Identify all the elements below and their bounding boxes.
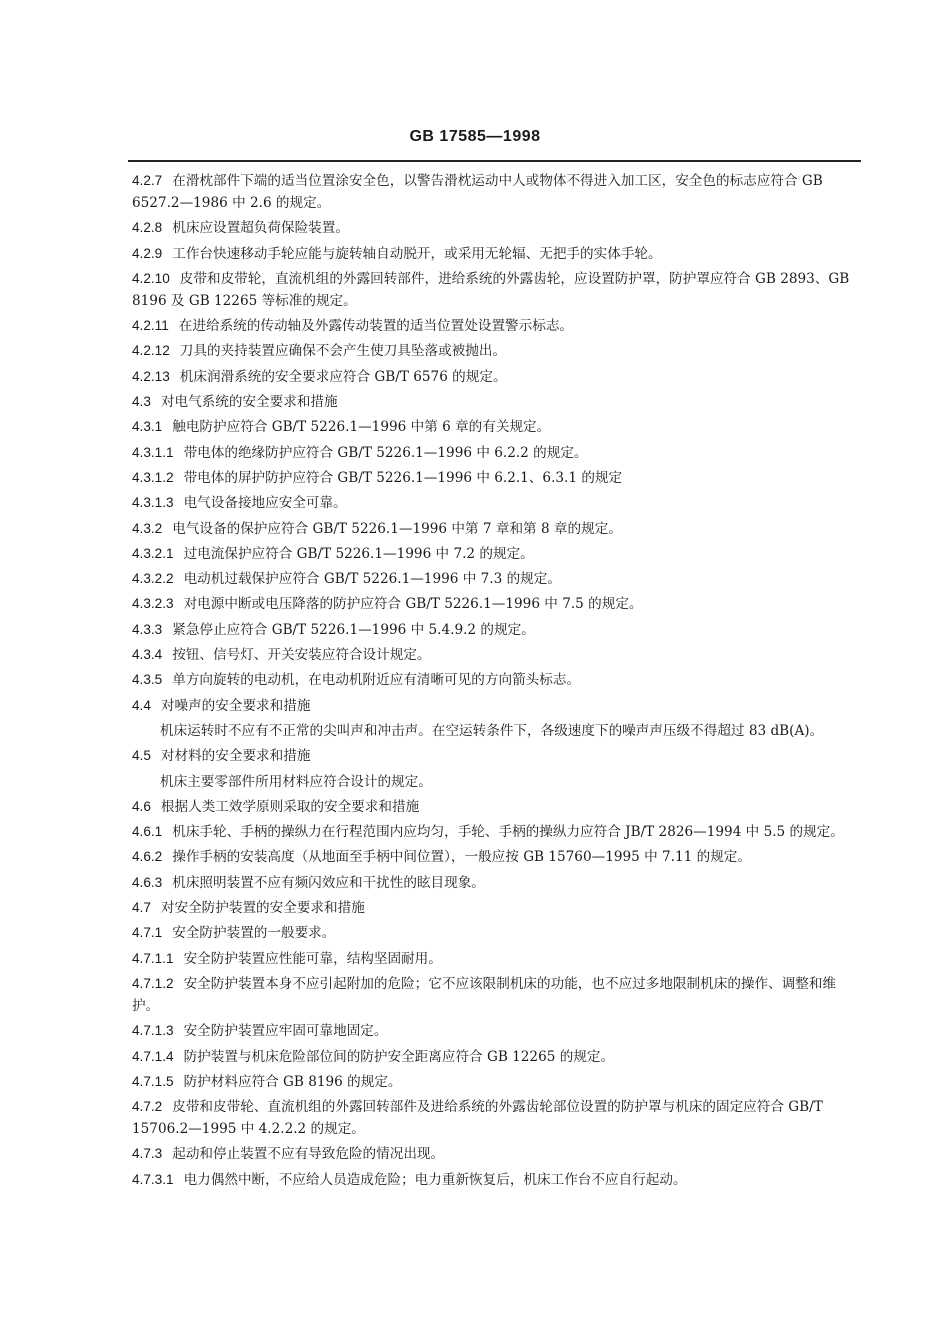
clause-paragraph — [132, 695, 862, 717]
clause-text: 对噪声的安全要求和措施 — [160, 697, 311, 714]
standard-header: GB 17585—1998 — [409, 128, 541, 145]
clause-text: 起动和停止装置不应有导致危险的情况出现。 — [172, 1146, 445, 1163]
clause-paragraph — [132, 846, 862, 868]
clause-paragraph — [132, 619, 862, 641]
clause-paragraph — [132, 771, 862, 793]
clause-text: 机床照明装置不应有频闪效应和干扰性的眩目现象。 — [172, 874, 485, 891]
clause-number: 4.7.1.4 — [132, 1048, 174, 1064]
clause-number: 4.7.1.2 — [132, 975, 174, 991]
clause-number: 4.5 — [132, 748, 151, 764]
clause-text: 机床主要零部件所用材料应符合设计的规定。 — [160, 773, 432, 790]
clause-paragraph — [132, 442, 862, 464]
clause-paragraph — [132, 1071, 862, 1093]
clause-text: 紧急停止应符合 GB/T 5226.1—1996 中 5.4.9.2 的规定。 — [172, 621, 535, 638]
clause-paragraph — [132, 644, 862, 666]
clause-text: 电气设备接地应安全可靠。 — [183, 495, 347, 512]
clause-text: 单方向旋转的电动机，在电动机附近应有清晰可见的方向箭头标志。 — [172, 672, 581, 689]
clause-paragraph — [132, 268, 862, 312]
clause-text: 过电流保护应符合 GB/T 5226.1—1996 中 7.2 的规定。 — [183, 545, 534, 562]
clause-paragraph — [132, 593, 862, 615]
clause-text: 机床应设置超负荷保险装置。 — [172, 220, 349, 237]
clause-text: 机床润滑系统的安全要求应符合 GB/T 6576 的规定。 — [179, 368, 507, 385]
clause-number: 4.3.4 — [132, 647, 163, 663]
clause-paragraph — [132, 1046, 862, 1068]
clause-number: 4.3.2.3 — [132, 596, 174, 612]
clause-number: 4.7.1.5 — [132, 1073, 174, 1089]
clause-number: 4.2.11 — [132, 318, 169, 334]
clause-paragraph — [132, 568, 862, 590]
clause-number: 4.3.2.1 — [132, 545, 174, 561]
clause-paragraph — [132, 467, 862, 489]
clause-number: 4.3.1.2 — [132, 469, 174, 485]
clause-paragraph — [132, 340, 862, 362]
clause-list — [132, 170, 862, 1194]
clause-text: 电气设备的保护应符合 GB/T 5226.1—1996 中第 7 章和第 8 章的规定。 — [172, 520, 622, 537]
clause-number: 4.3.2.2 — [132, 571, 174, 587]
clause-text: 防护材料应符合 GB 8196 的规定。 — [183, 1073, 402, 1090]
clause-text: 刀具的夹持装置应确保不会产生使刀具坠落或被抛出。 — [179, 343, 507, 360]
clause-number: 4.3 — [132, 394, 151, 410]
clause-text: 安全防护装置的一般要求。 — [172, 925, 336, 942]
clause-number: 4.2.12 — [132, 343, 170, 359]
clause-paragraph — [132, 315, 862, 337]
clause-text: 安全防护装置本身不应引起附加的危险；它不应该限制机床的功能，也不应过多地限制机床的操作、调整和维护。 — [132, 975, 837, 1014]
clause-number: 4.2.13 — [132, 368, 170, 384]
clause-text: 对电源中断或电压降落的防护应符合 GB/T 5226.1—1996 中 7.5 的规定。 — [183, 596, 643, 613]
clause-text: 皮带和皮带轮，直流机组的外露回转部件，进给系统的外露齿轮，应设置防护罩，防护罩应符合 GB 2893、GB 8196 及 GB 12265 等标准的规定。 — [132, 270, 850, 309]
clause-paragraph — [132, 1143, 862, 1165]
clause-paragraph — [132, 720, 862, 742]
clause-number: 4.3.3 — [132, 621, 163, 637]
clause-number: 4.6.2 — [132, 849, 163, 865]
clause-paragraph — [132, 872, 862, 894]
clause-paragraph — [132, 948, 862, 970]
clause-paragraph — [132, 170, 862, 214]
clause-text: 安全防护装置应性能可靠，结构坚固耐用。 — [183, 950, 442, 967]
clause-paragraph — [132, 745, 862, 767]
clause-text: 操作手柄的安装高度（从地面至手柄中间位置），一般应按 GB 15760—1995 中 7.11 的规定。 — [172, 849, 751, 866]
clause-number: 4.7.1.1 — [132, 950, 174, 966]
clause-paragraph — [132, 518, 862, 540]
clause-paragraph — [132, 796, 862, 818]
clause-text: 在进给系统的传动轴及外露传动装置的适当位置处设置警示标志。 — [178, 318, 574, 335]
clause-number: 4.7.1.3 — [132, 1023, 174, 1039]
clause-paragraph — [132, 1096, 862, 1140]
clause-paragraph — [132, 1169, 862, 1191]
clause-paragraph — [132, 416, 862, 438]
clause-paragraph — [132, 391, 862, 413]
clause-number: 4.7 — [132, 900, 151, 916]
clause-text: 机床手轮、手柄的操纵力在行程范围内应均匀，手轮、手柄的操纵力应符合 JB/T 2826—1994 中 5.5 的规定。 — [172, 824, 844, 841]
clause-paragraph — [132, 922, 862, 944]
header-rule — [128, 160, 861, 162]
clause-paragraph — [132, 973, 862, 1017]
clause-text: 防护装置与机床危险部位间的防护安全距离应符合 GB 12265 的规定。 — [183, 1048, 615, 1065]
clause-text: 电力偶然中断，不应给人员造成危险；电力重新恢复后，机床工作台不应自行起动。 — [183, 1171, 687, 1188]
clause-text: 对安全防护装置的安全要求和措施 — [160, 900, 365, 917]
clause-number: 4.4 — [132, 697, 151, 713]
clause-text: 带电体的绝缘防护应符合 GB/T 5226.1—1996 中 6.2.2 的规定。 — [183, 444, 588, 461]
clause-number: 4.2.10 — [132, 270, 170, 286]
clause-number: 4.3.1 — [132, 419, 163, 435]
clause-number: 4.2.9 — [132, 245, 163, 261]
clause-number: 4.3.5 — [132, 672, 163, 688]
clause-number: 4.6 — [132, 798, 151, 814]
clause-text: 按钮、信号灯、开关安装应符合设计规定。 — [172, 647, 431, 664]
clause-number: 4.7.1 — [132, 925, 163, 941]
clause-paragraph — [132, 217, 862, 239]
clause-text: 皮带和皮带轮、直流机组的外露回转部件及进给系统的外露齿轮部位设置的防护罩与机床的固定应符合 GB/T 15706.2—1995 中 4.2.2.2 的规定。 — [132, 1099, 823, 1138]
clause-paragraph — [132, 243, 862, 265]
clause-text: 对材料的安全要求和措施 — [160, 748, 311, 765]
clause-number: 4.7.3.1 — [132, 1171, 174, 1187]
clause-number: 4.3.2 — [132, 520, 163, 536]
clause-text: 电动机过载保护应符合 GB/T 5226.1—1996 中 7.3 的规定。 — [183, 571, 561, 588]
clause-paragraph — [132, 669, 862, 691]
clause-number: 4.6.1 — [132, 824, 163, 840]
clause-number: 4.3.1.1 — [132, 444, 174, 460]
clause-text: 触电防护应符合 GB/T 5226.1—1996 中第 6 章的有关规定。 — [172, 419, 551, 436]
clause-text: 安全防护装置应牢固可靠地固定。 — [183, 1023, 388, 1040]
clause-number: 4.2.7 — [132, 173, 163, 188]
clause-paragraph — [132, 897, 862, 919]
clause-paragraph — [132, 821, 862, 843]
clause-text: 工作台快速移动手轮应能与旋转轴自动脱开，或采用无轮辐、无把手的实体手轮。 — [172, 245, 662, 262]
clause-paragraph — [132, 366, 862, 388]
clause-text: 对电气系统的安全要求和措施 — [160, 394, 338, 411]
clause-number: 4.3.1.3 — [132, 495, 174, 511]
clause-text: 带电体的屏护防护应符合 GB/T 5226.1—1996 中 6.2.1、6.3.1 的规定 — [183, 469, 623, 486]
clause-text: 机床运转时不应有不正常的尖叫声和冲击声。在空运转条件下，各级速度下的噪声声压级不得超过 83 dB(A)。 — [160, 722, 824, 739]
clause-number: 4.2.8 — [132, 220, 163, 236]
clause-paragraph — [132, 1020, 862, 1042]
clause-text: 根据人类工效学原则采取的安全要求和措施 — [160, 798, 420, 815]
clause-paragraph — [132, 492, 862, 514]
clause-paragraph — [132, 543, 862, 565]
clause-number: 4.7.2 — [132, 1099, 163, 1115]
clause-text: 在滑枕部件下端的适当位置涂安全色，以警告滑枕运动中人或物体不得进入加工区，安全色的标志应符合 GB 6527.2—1986 中 2.6 的规定。 — [132, 173, 823, 211]
clause-number: 4.6.3 — [132, 874, 163, 890]
clause-number: 4.7.3 — [132, 1146, 163, 1162]
